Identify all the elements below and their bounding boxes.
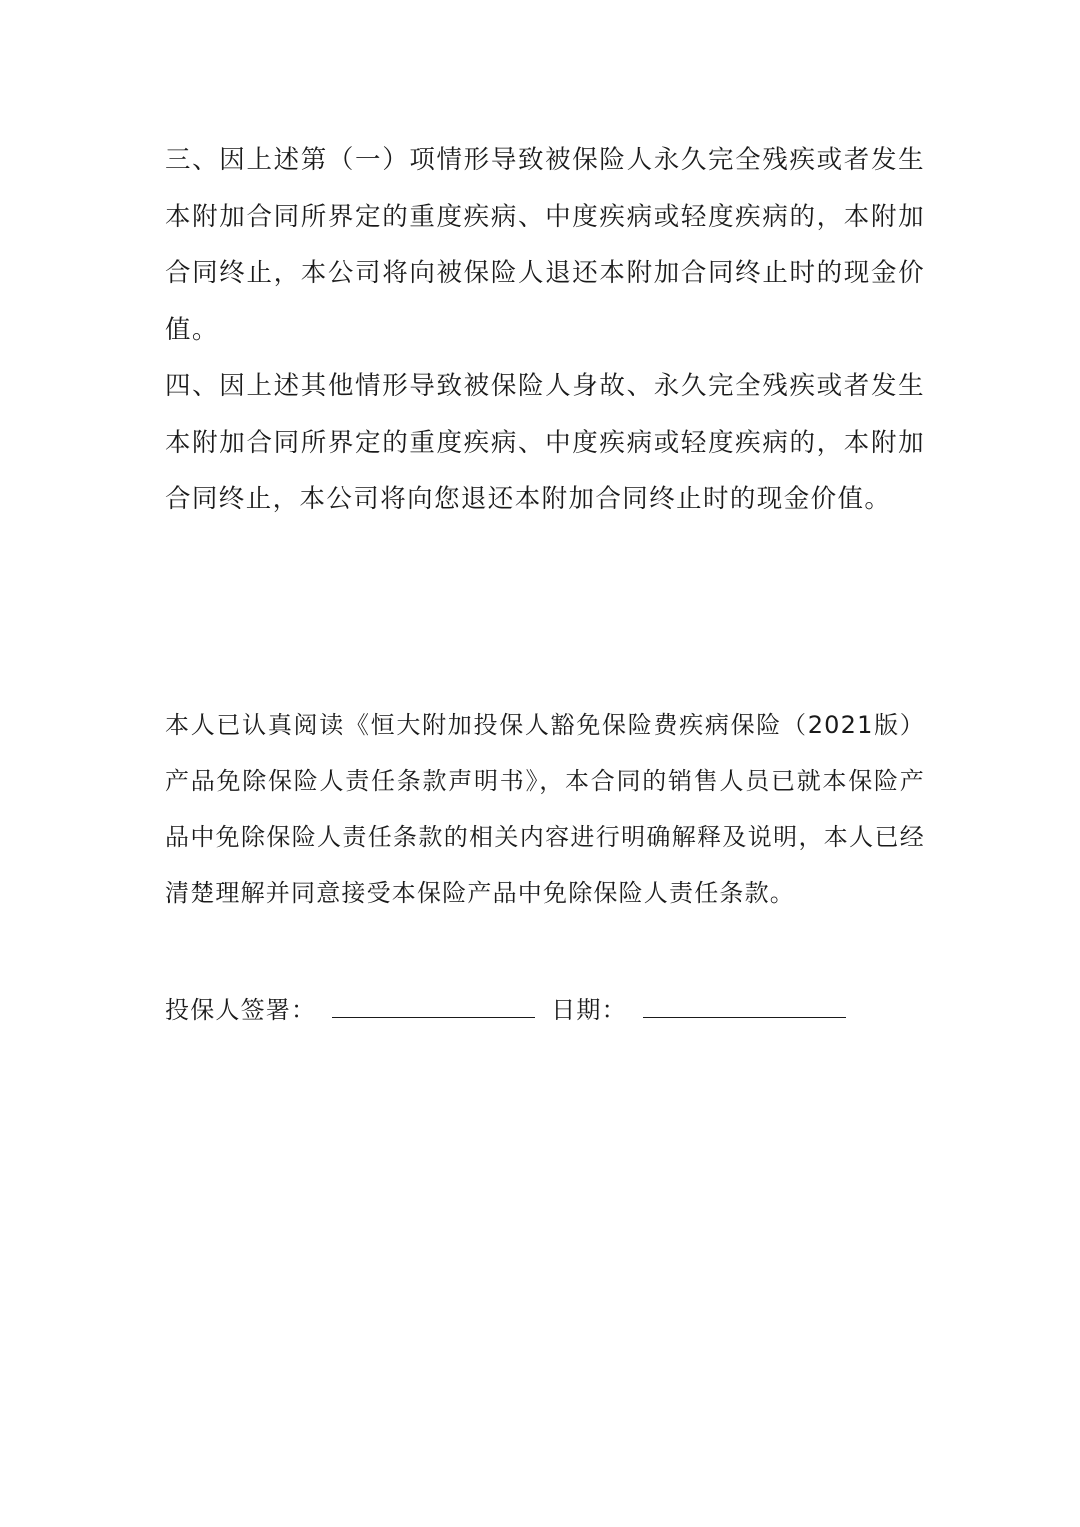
date-line[interactable] [643,991,846,1018]
declaration-paragraph: 本人已认真阅读《恒大附加投保人豁免保险费疾病保险（2021版）产品免除保险人责任条款声明书》，本合同的销售人员已就本保险产品中免除保险人责任条款的相关内容进行明确解释及说明，本人已经清楚理解并同意接受本保险产品中免除保险人责任条款。 [165,711,925,907]
signature-row [165,990,846,1030]
signer-label: 投保人签署： [165,996,317,1024]
clause-four-paragraph: 四、因上述其他情形导致被保险人身故、永久完全残疾或者发生本附加合同所界定的重度疾病、中度疾病或轻度疾病的，本附加合同终止，本公司将向您退还本附加合同终止时的现金价值。 [165,371,925,514]
date-label: 日期： [551,996,627,1024]
signer-signature-line[interactable] [332,991,535,1018]
clause-three-paragraph: 三、因上述第（一）项情形导致被保险人永久完全残疾或者发生本附加合同所界定的重度疾病、中度疾病或轻度疾病的，本附加合同终止，本公司将向被保险人退还本附加合同终止时的现金价值。 [165,145,925,345]
